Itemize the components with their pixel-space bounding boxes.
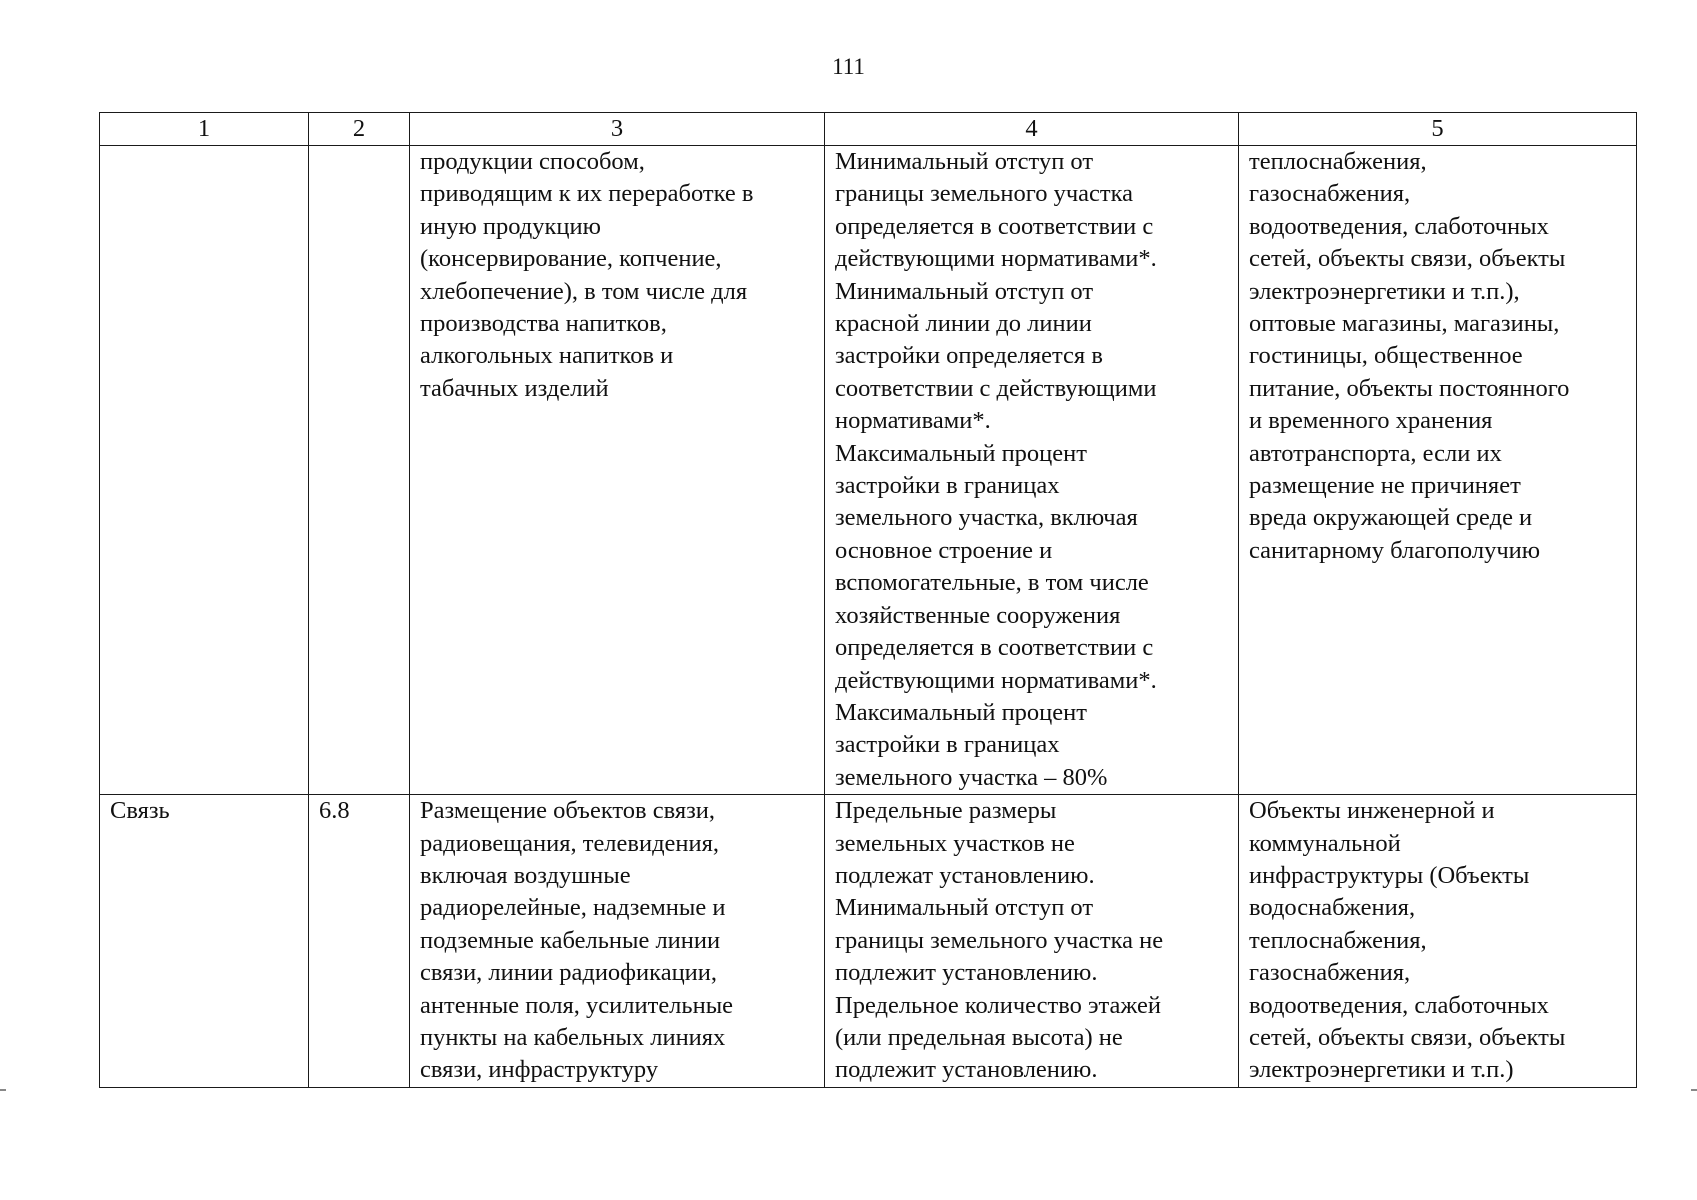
land-use-regulations-table [99, 112, 1637, 1088]
column-header-4: 4 [825, 113, 1239, 146]
page-number: 111 [832, 54, 865, 79]
table-row [100, 795, 1637, 1088]
cell-text: 6.8 [319, 797, 350, 825]
cell-use-type [100, 795, 309, 1088]
scan-margin-mark-left [0, 1089, 6, 1091]
cell-text: продукции способом, приводящим к их переработке в иную продукцию (консервирование, копчение, хлебопечение), в том числе для производства напитков, алкогольных напитков и табачных изделий [420, 148, 754, 402]
column-header-1: 1 [100, 113, 309, 146]
table-header-row [100, 113, 1637, 146]
cell-use-description [410, 795, 825, 1088]
column-header-3: 3 [410, 113, 825, 146]
cell-text: теплоснабжения, газоснабжения, водоотведения, слаботочных сетей, объекты связи, объекты электроэнергетики и т.п.), оптовые магазины, магазины, гостиницы, общественное питание, объекты постоянного и временного хранения автотранспорта, если их размещение не причиняет вреда окружающей среде и санитарному благополучию [1249, 148, 1570, 564]
cell-parameters [825, 795, 1239, 1088]
cell-use-description [410, 146, 825, 795]
cell-use-code [309, 146, 410, 795]
column-header-5: 5 [1239, 113, 1637, 146]
cell-text: Размещение объектов связи, радиовещания, телевидения, включая воздушные радиорелейные, надземные и подземные кабельные линии связи, линии радиофикации, антенные поля, усилительные пункты на кабельных линиях связи, инфраструктуру [420, 797, 734, 1084]
column-header-2: 2 [309, 113, 410, 146]
cell-text: Связь [110, 797, 170, 825]
cell-auxiliary-uses [1239, 795, 1637, 1088]
cell-parameters [825, 146, 1239, 795]
cell-text: Предельные размеры земельных участков не подлежат установлению. Минимальный отступ от границы земельного участка не подлежит установлению. Предельное количество этажей (или предельная высота) не подлежит установлению. [835, 797, 1164, 1084]
cell-use-type [100, 146, 309, 795]
cell-text: Минимальный отступ от границы земельного участка определяется в соответствии с действующими нормативами*. Минимальный отступ от красной линии до линии застройки определяется в соответствии с действующими нормативами*. Максимальный процент застройки в границах земельного участка, включая основное строение и вспомогательные, в том числе хозяйственные сооружения определяется в соответствии с действующими нормативами*. Максимальный процент застройки в границах земельного участка – 80% [835, 148, 1157, 791]
cell-auxiliary-uses [1239, 146, 1637, 795]
scan-margin-mark-right [1691, 1089, 1697, 1091]
cell-text: Объекты инженерной и коммунальной инфраструктуры (Объекты водоснабжения, теплоснабжения, газоснабжения, водоотведения, слаботочных сетей, объекты связи, объекты электроэнергетики и т.п.) [1249, 797, 1566, 1084]
table-row [100, 146, 1637, 795]
cell-use-code [309, 795, 410, 1088]
